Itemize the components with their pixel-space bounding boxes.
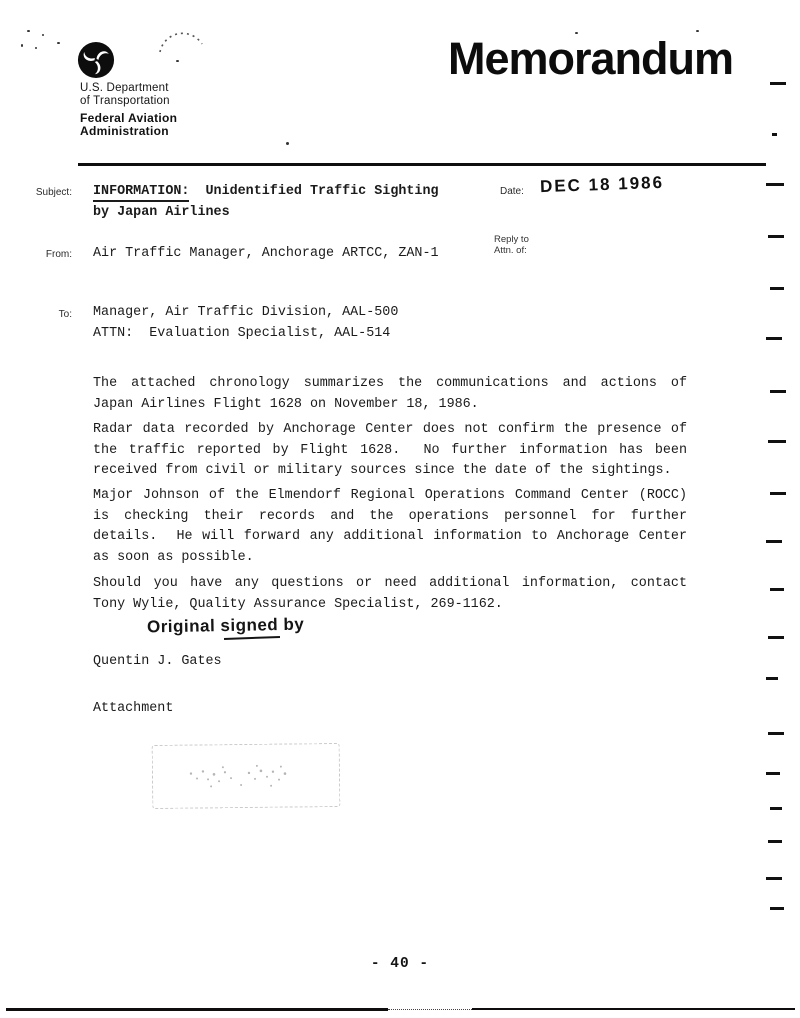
edge-scan-dash: [770, 492, 786, 495]
edge-scan-dash: [768, 732, 784, 735]
faint-stamp-noise: [153, 744, 338, 806]
agency-bold-line1: Federal Aviation: [80, 111, 178, 125]
agency-line2: of Transportation: [80, 94, 170, 107]
scan-speck: [176, 60, 179, 62]
paragraph-line: as soon as possible.: [93, 549, 254, 565]
paragraph-line: Radar data recorded by Anchorage Center does not confirm the presence of: [93, 422, 687, 437]
edge-scan-dash: [770, 907, 784, 910]
original-signed-stamp: Original signed by: [146, 614, 305, 637]
from-label: From:: [45, 249, 72, 260]
agency-name: [80, 82, 170, 107]
scan-speck: [286, 142, 289, 145]
subject-label: Subject:: [35, 187, 72, 198]
edge-scan-dash: [768, 440, 786, 443]
edge-scan-dash: [772, 133, 777, 136]
to-line1: Manager, Air Traffic Division, AAL-500: [93, 305, 399, 320]
from-value: Air Traffic Manager, Anchorage ARTCC, ZAN-1: [93, 246, 439, 261]
to-line2: ATTN: Evaluation Specialist, AAL-514: [93, 326, 391, 341]
date-stamp: DEC 18 1986: [539, 172, 665, 197]
paragraph: [93, 574, 687, 615]
paragraph-line: Japan Airlines Flight 1628 on November 18, 1986.: [93, 396, 479, 412]
edge-scan-dash: [770, 807, 782, 810]
edge-scan-dash: [766, 877, 782, 880]
scan-speck: [35, 47, 37, 49]
edge-scan-dash: [766, 183, 784, 186]
memo-title: Memorandum: [448, 33, 734, 84]
agency-line1: U.S. Department: [80, 82, 169, 94]
subject-line2: by Japan Airlines: [93, 205, 230, 220]
edge-scan-dash: [770, 287, 784, 290]
edge-scan-dash: [766, 677, 778, 680]
signed-stamp-underline: [224, 636, 280, 640]
subject-rest-text: Unidentified Traffic Sighting: [189, 184, 439, 199]
punch-hole-arc: [150, 12, 214, 56]
bottom-scan-line-dotted: [388, 1009, 472, 1010]
paragraph-line: The attached chronology summarizes the communications and actions of: [93, 376, 687, 391]
paragraph-line: is checking their records and the operations personnel for further: [93, 508, 687, 524]
paragraph-line: the traffic reported by Flight 1628. No further information has been: [93, 442, 687, 458]
edge-scan-dash: [770, 588, 784, 591]
edge-scan-dash: [770, 82, 786, 85]
edge-scan-dash: [768, 840, 782, 843]
subject-line1: [93, 184, 439, 199]
edge-scan-dash: [766, 772, 780, 775]
reply-to-line2: Attn. of:: [494, 245, 527, 256]
page-number: - 40 -: [370, 956, 430, 972]
edge-scan-dash: [768, 235, 784, 238]
paragraph-line: Tony Wylie, Quality Assurance Specialist, 269-1162.: [93, 596, 503, 612]
faint-stamp-box: [152, 743, 341, 809]
scan-speck: [42, 34, 44, 36]
scan-speck: [21, 44, 23, 47]
signature-name: Quentin J. Gates: [93, 654, 222, 669]
edge-scan-dash: [770, 390, 786, 393]
subject-underlined-text: INFORMATION:: [93, 184, 189, 202]
paragraph-line: Major Johnson of the Elmendorf Regional Operations Command Center (ROCC): [93, 488, 687, 503]
scan-speck: [57, 42, 60, 44]
paragraph: [93, 486, 687, 568]
scan-speck: [696, 30, 699, 32]
scan-speck: [27, 30, 30, 32]
reply-to-label: [494, 234, 529, 256]
agency-subname: [80, 112, 177, 138]
edge-scan-dash: [768, 636, 784, 639]
attachment-label: Attachment: [93, 701, 174, 716]
date-label: Date:: [500, 186, 524, 197]
edge-scan-dash: [766, 540, 782, 543]
paragraph-line: received from civil or military sources since the date of the sightings.: [93, 463, 672, 478]
edge-scan-dash: [766, 337, 782, 340]
paragraph-line: details. He will forward any additional information to Anchorage Center: [93, 529, 687, 544]
bottom-scan-line: [6, 1008, 388, 1011]
paragraph: [93, 420, 687, 482]
agency-bold-line2: Administration: [80, 124, 169, 138]
us-dot-triskelion-logo-icon: [77, 41, 115, 79]
paragraph-line: Should you have any questions or need additional information, contact: [93, 576, 687, 591]
header-rule: [78, 163, 766, 166]
paragraph: [93, 374, 687, 415]
reply-to-line1: Reply to: [494, 234, 529, 245]
bottom-scan-line: [472, 1008, 795, 1010]
to-label: To:: [58, 309, 72, 320]
